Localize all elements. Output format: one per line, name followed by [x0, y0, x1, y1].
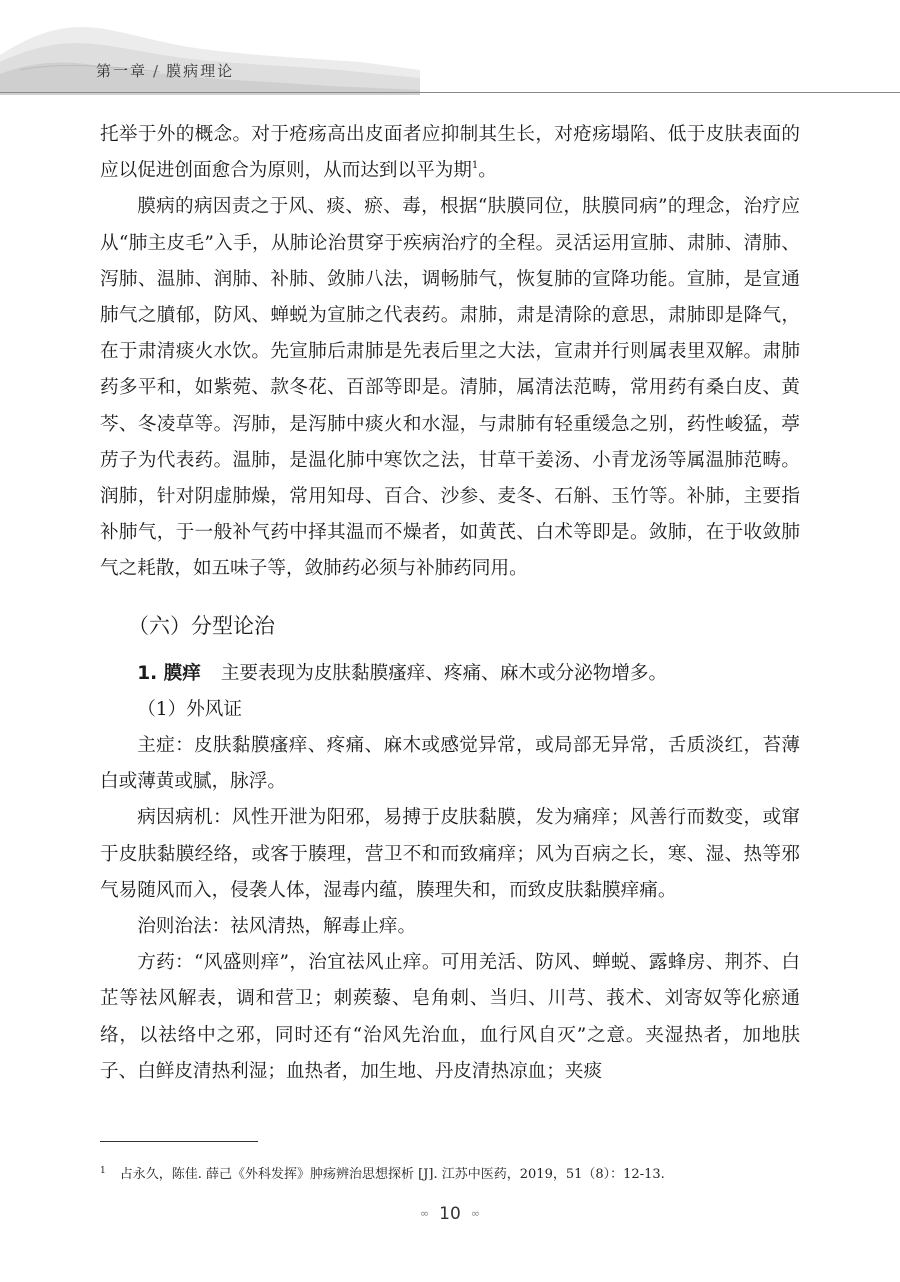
- chapter-number: 第一章: [96, 62, 148, 80]
- section-heading: （六）分型论治: [128, 613, 275, 638]
- paragraph-continuation: 托举于外的概念。对于疮疡高出皮面者应抑制其生长，对疮疡塌陷、低于皮肤表面的应以促进创面愈合为原则，从而达到以平为期$^1$。: [100, 124, 800, 182]
- main-text: [100, 117, 800, 1090]
- subsection-heading: 1. 膜痒: [137, 662, 201, 684]
- footnote-reference[interactable]: 1: [471, 160, 479, 172]
- page-footer: [0, 1204, 900, 1224]
- prescription-paragraph: 方药：“风盛则痒”，治宜祛风止痒。可用羌活、防风、蝉蜕、露蜂房、荆芥、白芷等祛风解表，调和营卫；刺蒺藜、皂角刺、当归、川芎、莪术、刘寄奴等化瘀通络，以祛络中之邪，同时还有“治风先治血，血行风自灭”之意。夹湿热者，加地肤子、白鲜皮清热利湿；血热者，加生地、丹皮清热凉血；夹痰: [100, 952, 800, 1082]
- running-head-separator: /: [153, 62, 161, 80]
- paragraph-lung-methods: 膜病的病因责之于风、痰、瘀、毒，根据“肤膜同位，肤膜同病”的理念，治疗应从“肺主皮毛”入手，从肺论治贯穿于疾病治疗的全程。灵活运用宣肺、肃肺、清肺、泻肺、温肺、润肺、补肺、敛肺八法，调畅肺气，恢复肺的宣降功能。宣肺，是宣通肺气之膹郁，防风、蝉蜕为宣肺之代表药。肃肺，肃是清除的意思，肃肺即是降气，在于肃清痰火水饮。先宣肺后肃肺是先表后里之大法，宣肃并行则属表里双解。肃肺药多平和，如紫菀、款冬花、百部等即是。清肺，属清法范畴，常用药有桑白皮、黄芩、冬凌草等。泻肺，是泻肺中痰火和水湿，与肃肺有轻重缓急之别，药性峻猛，葶苈子为代表药。温肺，是温化肺中寒饮之法，甘草干姜汤、小青龙汤等属温肺范畴。润肺，针对阴虚肺燥，常用知母、百合、沙参、麦冬、石斛、玉竹等。补肺，主要指补肺气，于一般补气药中择其温而不燥者，如黄芪、白术等即是。敛肺，在于收敛肺气之耗散，如五味子等，敛肺药必须与补肺药同用。: [100, 196, 800, 580]
- footnote-mark: 1: [100, 1166, 106, 1176]
- subsection-summary: 主要表现为皮肤黏膜瘙痒、疼痛、麻木或分泌物增多。: [220, 662, 668, 684]
- running-head: [96, 60, 234, 81]
- right-ornament: ∞: [470, 1207, 480, 1220]
- footnote: [100, 1160, 800, 1186]
- footnote-rule: [100, 1141, 258, 1142]
- syndrome-type-heading: （1）外风证: [137, 698, 242, 720]
- subsection-intro: [100, 656, 800, 692]
- header-rule: [0, 92, 900, 93]
- left-ornament: ∞: [420, 1207, 430, 1220]
- treatment-paragraph: 治则治法：祛风清热，解毒止痒。: [137, 916, 417, 938]
- page-number: 10: [439, 1204, 461, 1224]
- pathogenesis-paragraph: 病因病机：风性开泄为阳邪，易搏于皮肤黏膜，发为痛痒；风善行而数变，或窜于皮肤黏膜经络，或客于腠理，营卫不和而致痛痒；风为百病之长，寒、湿、热等邪气易随风而入，侵袭人体，湿毒内蕴，腠理失和，而致皮肤黏膜痒痛。: [100, 807, 800, 901]
- chapter-title: 膜病理论: [166, 62, 235, 80]
- symptoms-paragraph: 主症：皮肤黏膜瘙痒、疼痛、麻木或感觉异常，或局部无异常，舌质淡红，苔薄白或薄黄或腻，脉浮。: [100, 735, 800, 793]
- footnote-citation: 占永久，陈佳. 薛己《外科发挥》肿疡辨治思想探析 [J]. 江苏中医药，2019，51（8）：12-13.: [119, 1167, 665, 1182]
